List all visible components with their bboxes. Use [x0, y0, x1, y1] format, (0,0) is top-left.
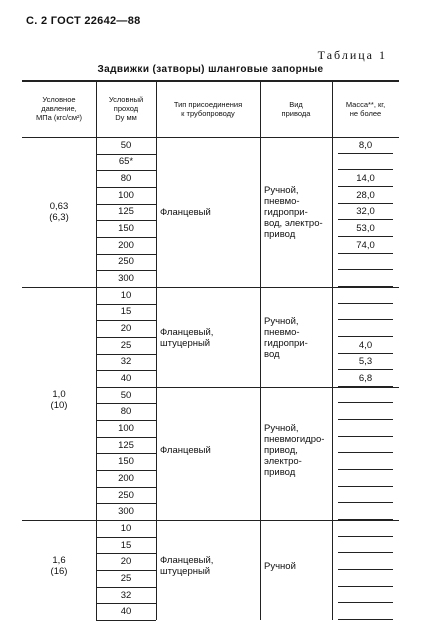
connection-cell-4: Фланцевый, штуцерный	[160, 555, 214, 577]
mass-cell	[332, 470, 399, 487]
header-dn: Условный проход Dу мм	[108, 95, 144, 122]
dn-row-rule	[96, 620, 156, 621]
valve-table	[22, 80, 399, 620]
mass-cell: 5,3	[358, 356, 373, 368]
dn-cell: 300	[118, 506, 134, 518]
mass-row-rule	[338, 619, 393, 620]
dn-cell: 15	[120, 306, 132, 318]
column-rule	[156, 80, 157, 620]
mass-cell	[332, 553, 399, 570]
mass-cell	[332, 503, 399, 520]
pressure-value: 0,63	[49, 201, 69, 212]
drive-cell-4: Ручной	[264, 560, 296, 572]
pressure-group-3	[22, 512, 96, 620]
mass-cell: 8,0	[358, 139, 373, 151]
pressure-group-2	[22, 287, 96, 512]
header-pressure: Условное давление, МПа (кгс/см²)	[36, 95, 82, 122]
dn-cell: 15	[120, 539, 132, 551]
pressure-value-kgf: (16)	[50, 566, 68, 577]
dn-cell: 10	[120, 289, 132, 301]
mass-cell	[332, 437, 399, 454]
mass-cell	[332, 154, 399, 171]
mass-cell	[332, 387, 399, 404]
mass-cell: 4,0	[358, 339, 373, 351]
mass-cell: 28,0	[356, 189, 375, 201]
dn-cell: 300	[118, 273, 134, 285]
table-title: Задвижки (затворы) шланговые запорные	[97, 64, 324, 75]
pressure-group-1	[22, 137, 96, 287]
dn-cell: 20	[120, 556, 132, 568]
mass-cell	[332, 487, 399, 504]
table-label: Таблица 1	[317, 48, 387, 62]
connection-cell-1: Фланцевый	[160, 206, 211, 218]
mass-cell	[332, 304, 399, 321]
table-top-rule	[22, 80, 399, 82]
header-mass: Масса**, кг, не более	[345, 99, 386, 118]
mass-cell	[332, 320, 399, 337]
mass-cell	[332, 287, 399, 304]
dn-cell: 25	[120, 339, 132, 351]
mass-cell	[332, 254, 399, 271]
mass-cell: 53,0	[356, 223, 375, 235]
dn-cell: 32	[120, 589, 132, 601]
dn-cell: 50	[120, 139, 132, 151]
mass-cell: 32,0	[356, 206, 375, 218]
dn-cell: 20	[120, 323, 132, 335]
dn-cell: 250	[118, 256, 134, 268]
dn-cell: 150	[118, 223, 134, 235]
mass-cell: 14,0	[356, 173, 375, 185]
dn-cell: 65*	[118, 156, 134, 168]
mass-cell	[332, 403, 399, 420]
dn-cell: 125	[118, 439, 134, 451]
header-drive: Вид привода	[281, 99, 311, 118]
dn-cell: 80	[120, 173, 132, 185]
drive-cell-2: Ручной, пневмо- гидропри- вод	[264, 316, 308, 360]
pressure-value: 1,6	[52, 555, 66, 566]
mass-cell	[332, 270, 399, 287]
mass-cell: 74,0	[356, 239, 375, 251]
dn-cell: 100	[118, 189, 134, 201]
mass-cell	[332, 520, 399, 537]
header-connection: Тип присоединения к трубопроводу	[173, 99, 243, 118]
dn-cell: 32	[120, 356, 132, 368]
mass-cell: 6,8	[358, 372, 373, 384]
pressure-value-kgf: (10)	[50, 399, 68, 411]
dn-cell: 100	[118, 422, 134, 434]
connection-cell-2: Фланцевый, штуцерный	[160, 327, 214, 349]
mass-cell	[332, 587, 399, 604]
dn-cell: 50	[120, 389, 132, 401]
column-rule	[260, 80, 261, 620]
mass-cell	[332, 453, 399, 470]
dn-cell: 200	[118, 239, 134, 251]
dn-cell: 125	[118, 206, 134, 218]
dn-cell: 10	[120, 522, 132, 534]
drive-cell-3: Ручной, пневмогидро- привод, электро- привод	[264, 423, 325, 478]
connection-cell-3: Фланцевый	[160, 445, 211, 456]
mass-cell	[332, 537, 399, 554]
dn-cell: 200	[118, 472, 134, 484]
dn-cell: 40	[120, 372, 132, 384]
dn-cell: 80	[120, 406, 132, 418]
pressure-value: 1,0	[52, 388, 66, 400]
page-header: С. 2 ГОСТ 22642—88	[26, 15, 141, 27]
dn-cell: 25	[120, 572, 132, 584]
mass-cell	[332, 420, 399, 437]
mass-cell	[332, 570, 399, 587]
dn-cell: 150	[118, 456, 134, 468]
dn-cell: 250	[118, 489, 134, 501]
dn-cell: 40	[120, 606, 132, 618]
mass-cell	[332, 603, 399, 620]
pressure-value-kgf: (6,3)	[49, 212, 69, 223]
drive-cell-1: Ручной, пневмо- гидропри- вод, электро- привод	[264, 184, 323, 240]
